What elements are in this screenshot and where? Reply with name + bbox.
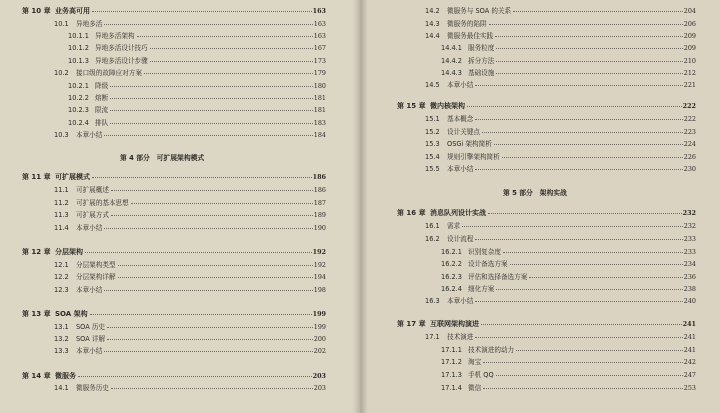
entry-number: 14.5 [425, 81, 440, 89]
entry-number: 16.2.4 [441, 285, 462, 293]
page-number: 247 [683, 371, 696, 379]
entry-title: 本章小结 [447, 165, 474, 173]
dot-leader [144, 73, 313, 74]
page-number: 210 [683, 57, 696, 65]
entry-title: 排队 [95, 119, 109, 127]
page-number: 187 [313, 199, 326, 207]
entry-number: 15.5 [425, 165, 440, 173]
page-number: 192 [313, 261, 326, 269]
toc-subsection-entry [68, 57, 326, 65]
dot-leader [496, 61, 682, 62]
entry-title: 基本概念 [447, 115, 474, 123]
toc-section-entry [54, 286, 326, 294]
dot-leader [150, 61, 313, 62]
page-number: 233 [683, 248, 696, 256]
entry-number: 11.2 [54, 199, 69, 207]
entry-number: 第 11 章 [22, 173, 51, 181]
toc-section-entry [425, 165, 696, 173]
entry-title: 技术演进的动力 [468, 346, 515, 354]
page-number: 242 [683, 358, 696, 366]
dot-leader [462, 226, 683, 227]
entry-number: 第 13 章 [22, 310, 51, 318]
entry-title: 服务粒度 [468, 44, 495, 52]
entry-number: 10.2.4 [68, 119, 89, 127]
dot-leader [496, 48, 682, 49]
entry-title: 本章小结 [76, 131, 103, 139]
entry-number: 11.4 [54, 224, 69, 232]
entry-number: 15.2 [425, 128, 440, 136]
page-number: 179 [313, 69, 326, 77]
entry-title: 分层架构类型 [76, 261, 116, 269]
toc-section-entry [54, 347, 326, 355]
entry-number: 10.3 [54, 131, 69, 139]
dot-leader [475, 85, 682, 86]
entry-number: 16.2.1 [441, 248, 462, 256]
entry-number: 14.4.3 [441, 69, 462, 77]
toc-subsection-entry [441, 371, 696, 379]
toc-section-entry [54, 20, 326, 28]
dot-leader [475, 239, 682, 240]
dot-leader [475, 169, 682, 170]
dot-leader [482, 132, 683, 133]
page-number: 203 [313, 384, 326, 392]
dot-leader [513, 11, 683, 12]
entry-title: SOA 详解 [76, 335, 106, 343]
entry-number: 13.1 [54, 323, 69, 331]
dot-leader [110, 86, 313, 87]
toc-subsection-entry [441, 57, 696, 65]
entry-title: OSGi 架构简析 [447, 140, 492, 148]
toc-section-entry [54, 261, 326, 269]
dot-leader [104, 290, 312, 291]
toc-subsection-entry [68, 44, 326, 52]
toc-section-entry [54, 199, 326, 207]
toc-subsection-entry [441, 44, 696, 52]
page-number: 204 [683, 7, 696, 15]
page-number: 241 [683, 333, 696, 341]
entry-number: 第 15 章 [397, 102, 426, 110]
entry-number: 14.1 [54, 384, 69, 392]
entry-title: 微服务的陷阱 [447, 20, 487, 28]
page-number: 194 [313, 273, 326, 281]
entry-number: 10.2.2 [68, 94, 89, 102]
page-number: 199 [313, 323, 326, 331]
entry-number: 17.1 [425, 333, 440, 341]
left-page [0, 0, 357, 413]
page-number: 253 [683, 384, 696, 392]
entry-number: 17.1.4 [441, 384, 462, 392]
dot-leader [131, 203, 313, 204]
entry-title: 淘宝 [468, 358, 482, 366]
right-page [363, 0, 720, 413]
page-number: 200 [313, 335, 326, 343]
entry-number: 12.2 [54, 273, 69, 281]
page-number: 241 [683, 346, 696, 354]
entry-number: 16.1 [425, 222, 440, 230]
toc-section-entry [54, 69, 326, 77]
page-number: 230 [683, 165, 696, 173]
toc-chapter-entry [397, 209, 696, 217]
dot-leader [496, 375, 683, 376]
entry-title: 规则引擎架构简析 [447, 153, 500, 161]
entry-number: 10.2.3 [68, 106, 89, 114]
dot-leader [92, 11, 312, 12]
toc-section-entry [54, 224, 326, 232]
entry-title: 接口级的故障应对方案 [76, 69, 142, 77]
entry-number: 第 10 章 [22, 7, 51, 15]
toc-section-entry [425, 333, 696, 341]
entry-title: 本章小结 [76, 286, 103, 294]
page-number: 183 [313, 119, 326, 127]
toc-subsection-entry [441, 346, 696, 354]
entry-title: 限流 [95, 106, 109, 114]
page-number: 240 [683, 297, 696, 305]
dot-leader [467, 106, 682, 107]
entry-number: 14.4.2 [441, 57, 462, 65]
entry-number: 第 12 章 [22, 248, 51, 256]
toc-subsection-entry [441, 69, 696, 77]
dot-leader [488, 213, 682, 214]
page-number: 189 [313, 211, 326, 219]
toc-section-entry [425, 81, 696, 89]
toc-subsection-entry [68, 119, 326, 127]
page-number: 222 [682, 102, 696, 110]
entry-number: 10.1.1 [68, 32, 89, 40]
entry-title: 微内核架构 [430, 102, 465, 110]
dot-leader [92, 177, 312, 178]
dot-leader [516, 350, 683, 351]
toc-section-entry [54, 186, 326, 194]
page-number: 181 [313, 106, 326, 114]
entry-number: 第 17 章 [397, 320, 426, 328]
dot-leader [104, 24, 312, 25]
entry-title: 基础设施 [468, 69, 495, 77]
entry-title: 设计备选方案 [468, 260, 508, 268]
entry-title: 拆分方法 [468, 57, 495, 65]
toc-chapter-entry [22, 248, 326, 256]
dot-leader [475, 337, 682, 338]
dot-leader [502, 157, 683, 158]
entry-number: 16.2 [425, 235, 440, 243]
dot-leader [107, 327, 313, 328]
entry-title: 微服务与 SOA 的关系 [447, 7, 512, 15]
toc-subsection-entry [68, 82, 326, 90]
entry-number: 14.3 [425, 20, 440, 28]
entry-number: 10.2.1 [68, 82, 89, 90]
dot-leader [475, 301, 682, 302]
toc-section-entry [54, 384, 326, 392]
toc-section-entry [54, 211, 326, 219]
dot-leader [483, 362, 683, 363]
page-number: 222 [683, 115, 696, 123]
entry-title: 设计流程 [447, 235, 474, 243]
entry-title: 微信 [468, 384, 482, 392]
page-number: 223 [683, 128, 696, 136]
entry-title: 本章小结 [76, 347, 103, 355]
entry-number: 15.4 [425, 153, 440, 161]
entry-title: 分层架构详解 [76, 273, 116, 281]
page-number: 233 [683, 235, 696, 243]
page-number: 163 [313, 20, 326, 28]
entry-title: 异地多活设计步骤 [95, 57, 148, 65]
entry-title: 熔断 [95, 94, 109, 102]
toc-subsection-entry [68, 94, 326, 102]
entry-number: 17.1.2 [441, 358, 462, 366]
page-number: 221 [683, 81, 696, 89]
entry-number: 13.2 [54, 335, 69, 343]
page-number: 232 [683, 222, 696, 230]
dot-leader [85, 252, 312, 253]
toc-subsection-entry [441, 260, 696, 268]
page-number: 241 [682, 320, 696, 328]
dot-leader [90, 314, 312, 315]
entry-number: 14.2 [425, 7, 440, 15]
page-number: 212 [683, 69, 696, 77]
page-number: 167 [313, 44, 326, 52]
page-number: 173 [313, 57, 326, 65]
toc-section-entry [425, 140, 696, 148]
book-gutter [352, 0, 368, 413]
dot-leader [111, 388, 313, 389]
dot-leader [111, 215, 313, 216]
entry-title: 可扩展模式 [55, 173, 90, 181]
dot-leader [137, 36, 313, 37]
toc-chapter-entry [397, 102, 696, 110]
dot-leader [110, 98, 313, 99]
dot-leader [78, 376, 312, 377]
page-number: 236 [683, 273, 696, 281]
page-number: 209 [683, 32, 696, 40]
toc-section-entry [425, 115, 696, 123]
entry-title: 细化方案 [468, 285, 495, 293]
entry-title: 设计关键点 [447, 128, 480, 136]
entry-title: 微服务历史 [76, 384, 109, 392]
dot-leader [503, 252, 683, 253]
dot-leader [110, 110, 313, 111]
entry-title: SOA 历史 [76, 323, 106, 331]
page-number: 224 [683, 140, 696, 148]
page-number: 238 [683, 285, 696, 293]
toc-section-entry [425, 20, 696, 28]
toc-section-entry [54, 131, 326, 139]
toc-chapter-entry [22, 372, 326, 380]
dot-leader [475, 119, 682, 120]
page-number: 163 [312, 7, 326, 15]
toc-subsection-entry [441, 273, 696, 281]
entry-title: 异地多活 [76, 20, 103, 28]
dot-leader [104, 135, 312, 136]
entry-title: 业务高可用 [55, 7, 90, 15]
entry-title: 需求 [447, 222, 461, 230]
toc-section-entry [425, 297, 696, 305]
dot-leader [481, 324, 682, 325]
entry-title: 异地多活架构 [95, 32, 135, 40]
entry-title: 降级 [95, 82, 109, 90]
entry-number: 10.1.3 [68, 57, 89, 65]
toc-subsection-entry [441, 384, 696, 392]
entry-title: 识别复杂度 [468, 248, 501, 256]
toc-section-entry [54, 273, 326, 281]
dot-leader [495, 36, 683, 37]
page-number: 192 [312, 248, 326, 256]
entry-number: 10.1 [54, 20, 69, 28]
entry-title: 本章小结 [447, 297, 474, 305]
toc-chapter-entry [397, 320, 696, 328]
dot-leader [150, 48, 313, 49]
entry-title: 可扩展的基本思想 [76, 199, 129, 207]
page-number: 203 [312, 372, 326, 380]
entry-title: 可扩展概述 [76, 186, 109, 194]
entry-number: 13.3 [54, 347, 69, 355]
entry-number: 11.1 [54, 186, 69, 194]
toc-subsection-entry [68, 32, 326, 40]
dot-leader [111, 190, 313, 191]
entry-title: 可扩展方式 [76, 211, 109, 219]
toc-subsection-entry [441, 248, 696, 256]
entry-number: 16.2.3 [441, 273, 462, 281]
toc-subsection-entry [441, 285, 696, 293]
entry-title: 消息队列设计实战 [430, 209, 486, 217]
entry-number: 17.1.1 [441, 346, 462, 354]
entry-title: 微服务最佳实践 [447, 32, 494, 40]
part-heading: 第 5 部分 架构实战 [503, 189, 567, 197]
toc-section-entry [54, 335, 326, 343]
entry-number: 17.1.3 [441, 371, 462, 379]
toc-chapter-entry [22, 7, 326, 15]
entry-number: 14.4.1 [441, 44, 462, 52]
dot-leader [483, 388, 683, 389]
entry-number: 第 14 章 [22, 372, 51, 380]
page-number: 202 [313, 347, 326, 355]
dot-leader [107, 339, 313, 340]
entry-title: 微服务 [55, 372, 76, 380]
dot-leader [510, 264, 683, 265]
entry-number: 10.1.2 [68, 44, 89, 52]
entry-number: 11.3 [54, 211, 69, 219]
page-number: 198 [313, 286, 326, 294]
page-number: 206 [683, 20, 696, 28]
page-number: 232 [682, 209, 696, 217]
toc-section-entry [425, 7, 696, 15]
entry-title: SOA 架构 [55, 310, 88, 318]
dot-leader [110, 123, 313, 124]
page-number: 209 [683, 44, 696, 52]
entry-number: 14.4 [425, 32, 440, 40]
entry-number: 15.3 [425, 140, 440, 148]
toc-section-entry [425, 32, 696, 40]
entry-number: 16.3 [425, 297, 440, 305]
dot-leader [529, 277, 682, 278]
page-number: 234 [683, 260, 696, 268]
toc-chapter-entry [22, 173, 326, 181]
page-number: 184 [313, 131, 326, 139]
toc-subsection-entry [68, 106, 326, 114]
page-number: 180 [313, 82, 326, 90]
dot-leader [496, 289, 682, 290]
entry-number: 12.1 [54, 261, 69, 269]
entry-number: 16.2.2 [441, 260, 462, 268]
page-number: 163 [313, 32, 326, 40]
part-heading: 第 4 部分 可扩展架构模式 [120, 154, 205, 162]
toc-section-entry [425, 153, 696, 161]
entry-title: 本章小结 [76, 224, 103, 232]
page-number: 190 [313, 224, 326, 232]
toc-section-entry [425, 235, 696, 243]
entry-number: 第 16 章 [397, 209, 426, 217]
entry-title: 评估和选择备选方案 [468, 273, 528, 281]
dot-leader [489, 24, 683, 25]
dot-leader [104, 351, 312, 352]
entry-title: 本章小结 [447, 81, 474, 89]
dot-leader [104, 228, 312, 229]
dot-leader [118, 277, 313, 278]
toc-chapter-entry [22, 310, 326, 318]
page-number: 181 [313, 94, 326, 102]
dot-leader [496, 73, 682, 74]
toc-section-entry [425, 222, 696, 230]
entry-title: 技术演进 [447, 333, 474, 341]
page-number: 186 [312, 173, 326, 181]
entry-title: 互联网架构演进 [430, 320, 479, 328]
entry-title: 异地多活设计技巧 [95, 44, 148, 52]
page-number: 199 [312, 310, 326, 318]
entry-number: 10.2 [54, 69, 69, 77]
toc-section-entry [425, 128, 696, 136]
page-number: 186 [313, 186, 326, 194]
toc-subsection-entry [441, 358, 696, 366]
dot-leader [118, 265, 313, 266]
entry-number: 15.1 [425, 115, 440, 123]
toc-section-entry [54, 323, 326, 331]
page-number: 226 [683, 153, 696, 161]
entry-title: 分层架构 [55, 248, 83, 256]
entry-number: 12.3 [54, 286, 69, 294]
entry-title: 手机 QQ [468, 371, 494, 379]
dot-leader [494, 144, 683, 145]
